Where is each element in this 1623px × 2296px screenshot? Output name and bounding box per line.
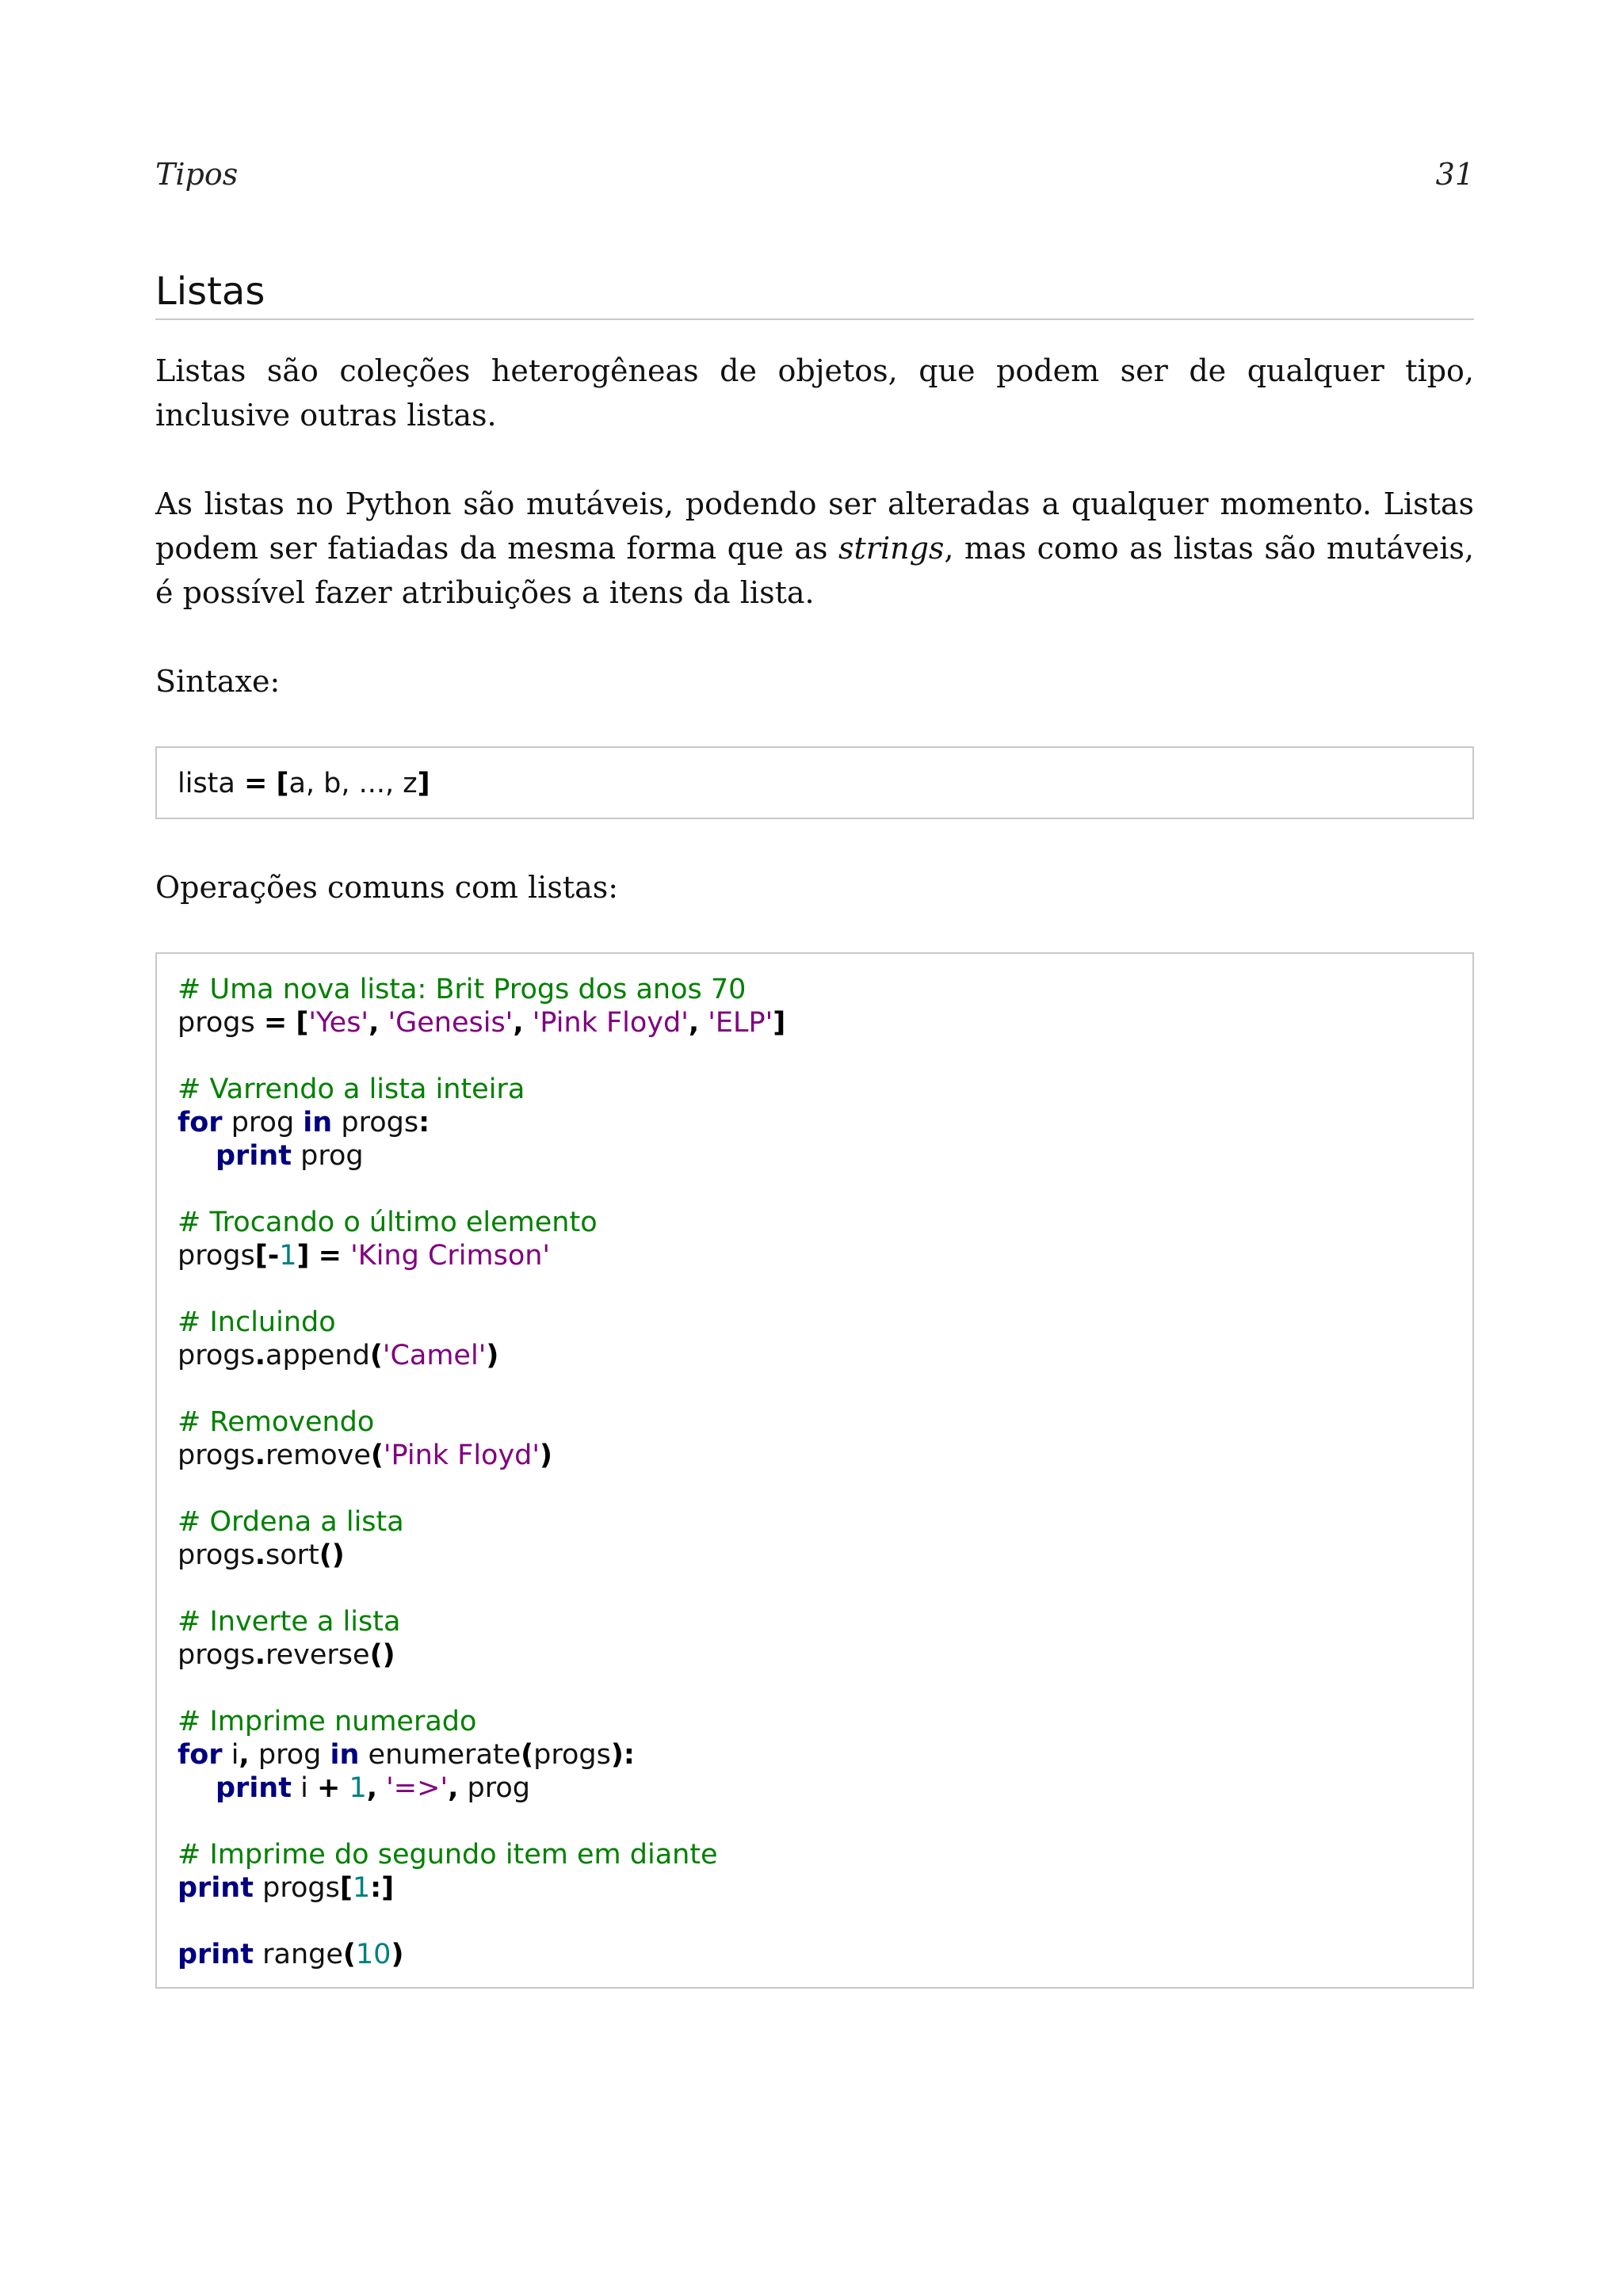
code-number: 1: [349, 1772, 367, 1804]
code-line: [178, 1772, 1452, 1805]
code-keyword: for: [178, 1739, 223, 1771]
code-operator: .: [254, 1539, 265, 1571]
code-comment: # Imprime numerado: [178, 1706, 477, 1737]
code-blank-line: [178, 1372, 1452, 1405]
code-string: 'Pink Floyd': [383, 1440, 540, 1471]
code-comment: # Ordena a lista: [178, 1506, 404, 1538]
code-operator: :: [418, 1107, 430, 1138]
code-comment: # Uma nova lista: Brit Progs dos anos 70: [178, 974, 747, 1005]
code-identifier: progs: [178, 1240, 255, 1272]
code-operator: [: [339, 1872, 353, 1904]
code-operator: ]: [296, 1240, 310, 1272]
code-blank-line: [178, 1039, 1452, 1073]
code-identifier: sort: [265, 1539, 319, 1571]
code-line: [178, 1439, 1452, 1472]
code-operator: ,: [448, 1772, 459, 1804]
code-identifier: progs: [178, 1440, 255, 1471]
code-blank-line: [178, 1173, 1452, 1206]
code-identifier: progs: [178, 1539, 255, 1571]
code-operator: =: [263, 1007, 288, 1039]
code-identifier: i: [231, 1739, 239, 1771]
code-operator: ]: [381, 1872, 395, 1904]
code-string: 'Yes': [308, 1007, 369, 1039]
code-operator: +: [316, 1772, 341, 1804]
code-comment: # Varrendo a lista inteira: [178, 1074, 525, 1105]
code-line: [178, 1938, 1452, 1971]
code-identifier: i: [300, 1772, 308, 1804]
code-operator: =: [318, 1240, 342, 1272]
code-operator: ): [540, 1440, 553, 1471]
code-operator: (: [319, 1539, 332, 1571]
mutability-text-start: As listas no Python são mutáveis, podendo ser alteradas a qualquer momento. Listas podem ser fatiadas da mesma forma que as: [155, 486, 1474, 566]
code-comment: # Removendo: [178, 1406, 375, 1438]
code-blank-line: [178, 1572, 1452, 1605]
code-string: '=>': [386, 1772, 449, 1804]
code-operator: ): [382, 1639, 395, 1671]
syntax-lista: lista: [178, 768, 244, 799]
code-identifier: prog: [231, 1107, 295, 1138]
code-operator: .: [254, 1340, 265, 1371]
code-operator: [: [254, 1240, 268, 1272]
code-operator: (: [369, 1340, 383, 1371]
code-keyword: print: [178, 1939, 254, 1970]
code-keyword: print: [178, 1872, 254, 1904]
code-blank-line: [178, 1472, 1452, 1505]
code-operator: :: [623, 1739, 635, 1771]
code-comment: # Trocando o último elemento: [178, 1207, 598, 1238]
mutability-text-end: , mas como as listas são mutáveis, é possível fazer atribuições a itens da lista.: [155, 531, 1474, 610]
code-operator: [: [296, 1007, 309, 1039]
code-operator: -: [267, 1240, 280, 1272]
code-operator: (: [370, 1440, 384, 1471]
code-identifier: remove: [265, 1440, 371, 1471]
page-number: 31: [1435, 157, 1474, 192]
code-comment: # Incluindo: [178, 1306, 336, 1338]
code-identifier: progs: [533, 1739, 611, 1771]
strings-emphasis: strings: [838, 531, 945, 566]
code-blank-line: [178, 1672, 1452, 1705]
code-string: 'Pink Floyd': [532, 1007, 689, 1039]
syntax-close-bracket: ]: [417, 768, 430, 799]
code-keyword: in: [303, 1107, 333, 1138]
code-identifier: append: [265, 1340, 370, 1371]
running-header-title: Tipos: [155, 157, 239, 192]
code-comment: # Inverte a lista: [178, 1606, 401, 1638]
code-line: [178, 1106, 1452, 1139]
code-operator: ): [610, 1739, 624, 1771]
syntax-space: [267, 768, 276, 799]
code-identifier: progs: [178, 1340, 255, 1371]
code-identifier: reverse: [265, 1639, 370, 1671]
code-number: 10: [355, 1939, 391, 1970]
code-string: 'Genesis': [388, 1007, 514, 1039]
code-number: 1: [279, 1240, 297, 1272]
code-keyword: for: [178, 1107, 223, 1138]
code-operator: (: [521, 1739, 534, 1771]
code-operator: (: [369, 1639, 383, 1671]
syntax-open-bracket: [: [276, 768, 289, 799]
code-identifier: range: [262, 1939, 343, 1970]
code-string: 'King Crimson': [350, 1240, 551, 1272]
operations-code-block: [155, 952, 1474, 1989]
code-comment: # Imprime do segundo item em diante: [178, 1839, 718, 1871]
code-operator: ): [391, 1939, 404, 1970]
code-operator: ]: [773, 1007, 786, 1039]
syntax-items: a, b, ..., z: [288, 768, 418, 799]
intro-paragraph: Listas são coleções heterogêneas de objetos, que podem ser de qualquer tipo, inclusive outras listas.: [155, 353, 1474, 433]
syntax-line: [178, 767, 1452, 800]
code-operator: .: [254, 1440, 265, 1471]
code-line: [178, 1006, 1452, 1039]
code-keyword: in: [330, 1739, 360, 1771]
code-blank-line: [178, 1905, 1452, 1938]
operations-label: Operações comuns com listas:: [155, 870, 619, 905]
code-line: [178, 1339, 1452, 1372]
code-line: [178, 1738, 1452, 1772]
code-operator: ): [331, 1539, 345, 1571]
code-keyword: print: [216, 1772, 292, 1804]
code-line: [178, 1638, 1452, 1672]
code-keyword: print: [216, 1140, 292, 1172]
code-line: [178, 1139, 1452, 1173]
section-heading: Listas: [155, 268, 1474, 320]
code-operator: ): [486, 1340, 499, 1371]
code-operator: ,: [688, 1007, 700, 1039]
code-identifier: progs: [341, 1107, 419, 1138]
code-blank-line: [178, 1272, 1452, 1306]
code-identifier: enumerate: [368, 1739, 521, 1771]
code-identifier: progs: [262, 1872, 340, 1904]
code-line: [178, 1871, 1452, 1905]
code-identifier: progs: [178, 1007, 255, 1039]
code-operator: ,: [239, 1739, 250, 1771]
syntax-code-block: [155, 746, 1474, 819]
code-operator: ,: [369, 1007, 380, 1039]
code-string: 'ELP': [708, 1007, 773, 1039]
code-operator: (: [342, 1939, 356, 1970]
code-blank-line: [178, 1805, 1452, 1838]
code-identifier: progs: [178, 1639, 255, 1671]
code-operator: ,: [513, 1007, 524, 1039]
mutability-paragraph: [155, 482, 1474, 615]
code-identifier: prog: [467, 1772, 530, 1804]
syntax-label: Sintaxe:: [155, 664, 281, 699]
syntax-equals: =: [243, 768, 268, 799]
code-operator: .: [254, 1639, 265, 1671]
code-operator: :: [370, 1872, 382, 1904]
code-identifier: prog: [258, 1739, 322, 1771]
code-identifier: prog: [300, 1140, 364, 1172]
code-line: [178, 1539, 1452, 1572]
code-line: [178, 1239, 1452, 1272]
code-number: 1: [352, 1872, 371, 1904]
code-operator: ,: [366, 1772, 378, 1804]
code-string: 'Camel': [382, 1340, 487, 1371]
